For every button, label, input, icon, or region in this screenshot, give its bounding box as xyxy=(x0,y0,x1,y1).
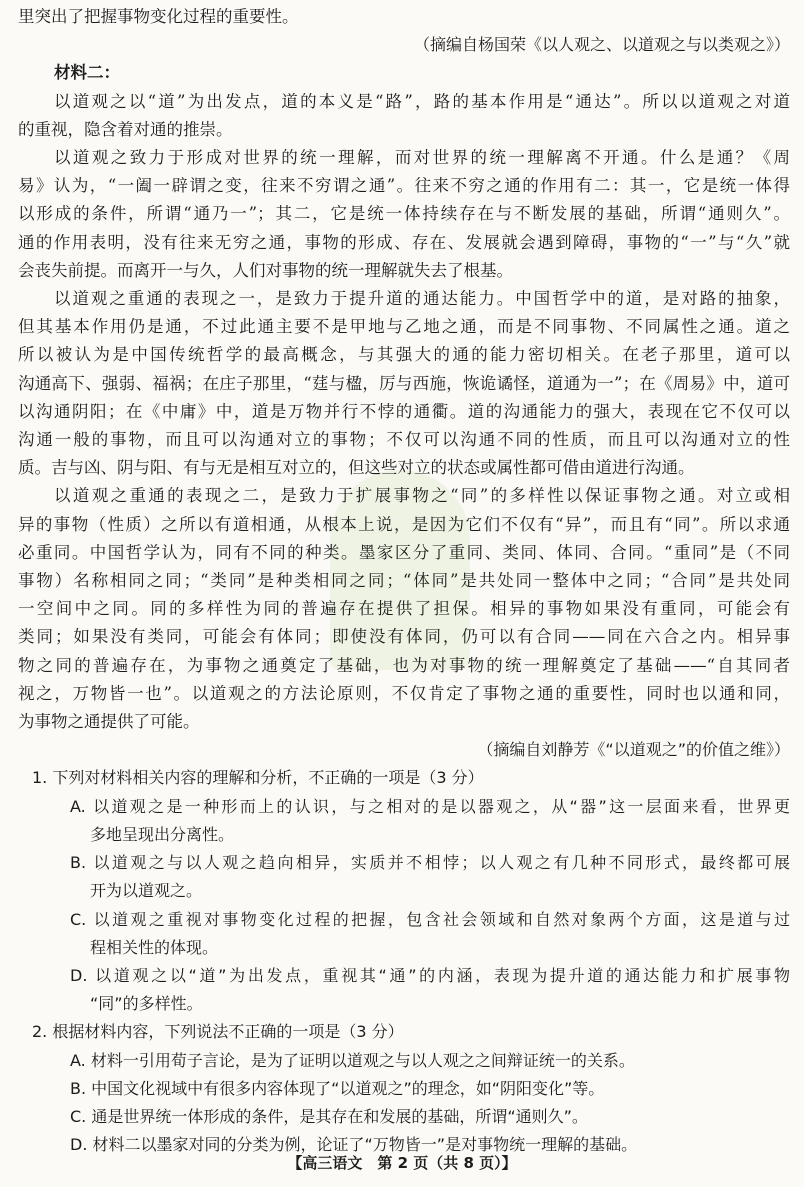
answer-option: A. 材料一引用荀子言论，是为了证明以道观之与以人观之之间辩证统一的关系。 xyxy=(70,1050,635,1070)
answer-option: 开为以道观之。 xyxy=(90,881,203,901)
page-footer: 【高三语文 第 2 页（共 8 页）】 xyxy=(287,1154,517,1172)
paragraph-line: 一空间中之同。同的多样性为同的普遍存在提供了担保。相异的事物如果没有重同，可能会有 xyxy=(18,599,790,619)
answer-option: D. 以道观之以“道”为出发点，重视其“通”的内涵，表现为提升道的通达能力和扩展事物 xyxy=(70,965,790,985)
answer-option: C. 以道观之重视对事物变化过程的把握，包含社会领域和自然对象两个方面，这是道与过 xyxy=(70,909,790,929)
paragraph-line: 必重同。中国哲学认为，同有不同的种类。墨家区分了重同、类同、体同、合同。“重同”是（不同 xyxy=(18,542,790,562)
paragraph-line: 里突出了把握事物变化过程的重要性。 xyxy=(18,7,299,26)
answer-option: D. 材料二以墨家对同的分类为例，论证了“万物皆一”是对事物统一理解的基础。 xyxy=(70,1135,638,1155)
question-title: 1. 下列对材料相关内容的理解和分析，不正确的一项是（3 分） xyxy=(32,768,484,788)
paragraph-line: 会丧失前提。而离开一与久，人们对事物的统一理解就失去了根基。 xyxy=(18,260,513,280)
paragraph-line: 以道观之以“道”为出发点，道的本义是“路”，路的基本作用是“通达”。所以以道观之对道 xyxy=(54,91,790,111)
answer-option: B. 中国文化视域中有很多内容体现了“以道观之”的理念，如“阴阳变化”等。 xyxy=(70,1078,605,1098)
answer-option: “同”的多样性。 xyxy=(90,994,203,1014)
paragraph-line: 以形成的条件，所谓“通乃一”；其二，它是统一体持续存在与不断发展的基础，所谓“通则久”。 xyxy=(18,204,790,224)
paragraph-line: 所以被认为是中国传统哲学的最高概念，与其强大的通的能力密切相关。在老子那里，道可以 xyxy=(18,345,790,365)
paragraph-line: 以道观之致力于形成对世界的统一理解，而对世界的统一理解离不开通。什么是通？《周 xyxy=(54,148,790,168)
answer-option: A. 以道观之是一种形而上的认识，与之相对的是以器观之，从“器”这一层面来看，世界更 xyxy=(70,796,790,816)
question-title: 2. 根据材料内容，下列说法不正确的一项是（3 分） xyxy=(32,1022,404,1042)
answer-option: B. 以道观之与以人观之趋向相异，实质并不相悖；以人观之有几种不同形式，最终都可展 xyxy=(70,853,790,873)
citation: （摘编自刘静芳《“以道观之”的价值之维》） xyxy=(477,740,790,760)
paragraph-line: 以沟通阴阳；在《中庸》中，道是万物并行不悖的通衢。道的沟通能力的强大，表现在它不仅可以 xyxy=(18,401,790,421)
paragraph-line: 沟通高下、强弱、福祸；在庄子那里，“莛与楹，厉与西施，恢诡谲怪，道通为一”；在《周易》中，道可 xyxy=(18,373,790,393)
paragraph-line: 以道观之重通的表现之一，是致力于提升道的通达能力。中国哲学中的道，是对路的抽象， xyxy=(54,289,790,309)
answer-option: 程相关性的体现。 xyxy=(90,937,219,957)
paragraph-line: 易》认为，“一阖一辟谓之变，往来不穷谓之通”。往来不穷之通的作用有二：其一，它是统一体得 xyxy=(18,176,790,196)
paragraph-line: 视之，万物皆一也”。以道观之的方法论原则，不仅肯定了事物之通的重要性，同时也以通和同， xyxy=(18,683,790,703)
paragraph-line: 事物）名称相同之同；“类同”是种类相同之同；“体同”是共处同一整体中之同；“合同”是共处同 xyxy=(18,571,790,591)
paragraph-line: 物之同的普遍存在，为事物之通奠定了基础，也为对事物的统一理解奠定了基础——“自其同者 xyxy=(18,655,790,675)
paragraph-line: 但其基本作用仍是通，不过此通主要不是甲地与乙地之通，而是不同事物、不同属性之通。道之 xyxy=(18,317,790,337)
citation: （摘编自杨国荣《以人观之、以道观之与以类观之》） xyxy=(413,35,790,55)
paragraph-line: 以道观之重通的表现之二，是致力于扩展事物之“同”的多样性以保证事物之通。对立或相 xyxy=(54,486,790,506)
exam-page xyxy=(18,3,790,1159)
paragraph-line: 沟通一般的事物，而且可以沟通对立的事物；不仅可以沟通不同的性质，而且可以沟通对立的性 xyxy=(18,430,790,450)
answer-option: C. 通是世界统一体形成的条件，是其存在和发展的基础，所谓“通则久”。 xyxy=(70,1106,588,1126)
paragraph-line: 类同；如果没有类同，可能会有体同；即使没有体同，仍可以有合同——同在六合之内。相异事 xyxy=(18,627,790,647)
paragraph-line: 为事物之通提供了可能。 xyxy=(18,712,200,732)
paragraph-line: 异的事物（性质）之所以有道相通，从根本上说，是因为它们不仅有“异”，而且有“同”。所以求通 xyxy=(18,514,790,534)
section-heading: 材料二： xyxy=(54,63,120,83)
paragraph-line: 通的作用表明，没有往来无穷之通，事物的形成、存在、发展就会遇到障碍，事物的“一”与“久”就 xyxy=(18,232,790,252)
paragraph-line: 质。吉与凶、阴与阳、有与无是相互对立的，但这些对立的状态或属性都可借由道进行沟通。 xyxy=(18,458,695,478)
paragraph-line: 的重视，隐含着对通的推崇。 xyxy=(18,119,233,139)
answer-option: 多地呈现出分离性。 xyxy=(90,824,235,844)
